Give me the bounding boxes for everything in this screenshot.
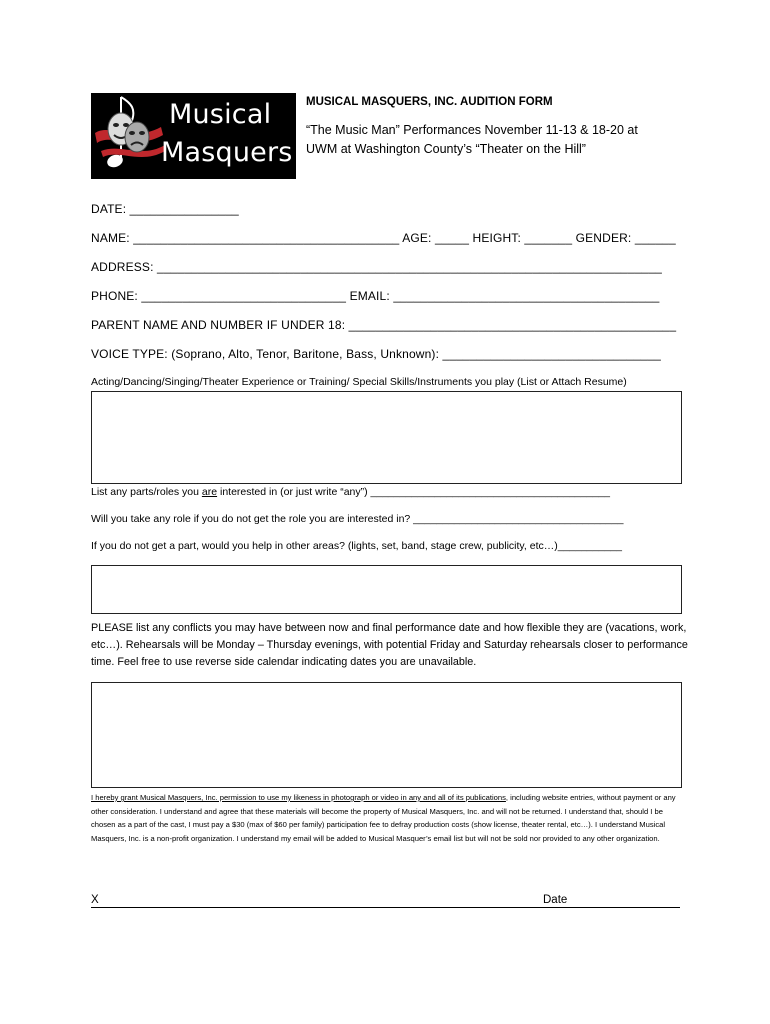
- help-areas-box[interactable]: [91, 565, 682, 614]
- consent-underlined: I hereby grant Musical Masquers, Inc. permission to use my likeness in photograph or video in any and all of its publications: [91, 793, 506, 802]
- voice-type-field[interactable]: VOICE TYPE: (Soprano, Alto, Tenor, Baritone, Bass, Unknown): ________________________________: [91, 347, 661, 361]
- signature-line[interactable]: [91, 907, 680, 908]
- experience-box[interactable]: [91, 391, 682, 484]
- parts-question[interactable]: [91, 486, 610, 498]
- consent-rest: , including website entries, without payment or any other consideration. I understand and agree that these materials will become the property of Musical Masquers, Inc. and will not be returned. I understand that, should I be chosen as a part of the cast, I must pay a $30 (max of $60 per family) participation fee to defray production costs (show license, theater rental, etc…). I understand Musical Masquers, Inc. is a non-profit organization. I understand my email will be added to Musical Masquer’s email list but will not be sold nor provided to any other organization.: [91, 793, 676, 843]
- logo-line-2: Masquers: [161, 137, 293, 168]
- name-age-height-gender-row[interactable]: NAME: _______________________________________ AGE: _____ HEIGHT: _______ GENDER: ______: [91, 231, 676, 245]
- logo-line-1: Musical: [169, 99, 272, 130]
- conflicts-instructions: PLEASE list any conflicts you may have between now and final performance date and how flexible they are (vacations, work, etc…). Rehearsals will be Monday – Thursday evenings, with potential Friday and Saturday rehearsals closer to performance time. Feel free to use reverse side calendar indicating dates you are unavailable.: [91, 622, 688, 668]
- parts-text-after: interested in (or just write “any”) _________________________________________: [217, 486, 610, 498]
- theater-mask-icon: [91, 93, 171, 179]
- date-field[interactable]: DATE: ________________: [91, 202, 239, 216]
- parts-text-underlined: are: [201, 486, 218, 498]
- musical-masquers-logo: [91, 93, 296, 179]
- conflicts-box[interactable]: [91, 682, 682, 788]
- signature-date-label: Date: [543, 894, 568, 906]
- help-other-areas-question[interactable]: If you do not get a part, would you help in other areas? (lights, set, band, stage crew, publicity, etc…)___________: [91, 540, 622, 552]
- form-title: MUSICAL MASQUERS, INC. AUDITION FORM: [306, 96, 553, 108]
- any-role-question[interactable]: Will you take any role if you do not get the role you are interested in? ____________________________________: [91, 513, 624, 525]
- signature-x-label: X: [91, 894, 99, 906]
- phone-email-row[interactable]: PHONE: ______________________________ EMAIL: _______________________________________: [91, 289, 660, 303]
- address-field[interactable]: ADDRESS: __________________________________________________________________________: [91, 260, 662, 274]
- experience-label: Acting/Dancing/Singing/Theater Experience or Training/ Special Skills/Instruments you play (List or Attach Resume): [91, 376, 627, 388]
- venue-line: UWM at Washington County’s “Theater on the Hill”: [306, 142, 586, 156]
- performance-dates: “The Music Man” Performances November 11-13 & 18-20 at: [306, 123, 638, 137]
- parent-contact-field[interactable]: PARENT NAME AND NUMBER IF UNDER 18: ________________________________________________: [91, 318, 677, 332]
- parts-text-before: List any parts/roles you: [91, 486, 202, 498]
- consent-statement: [91, 791, 686, 845]
